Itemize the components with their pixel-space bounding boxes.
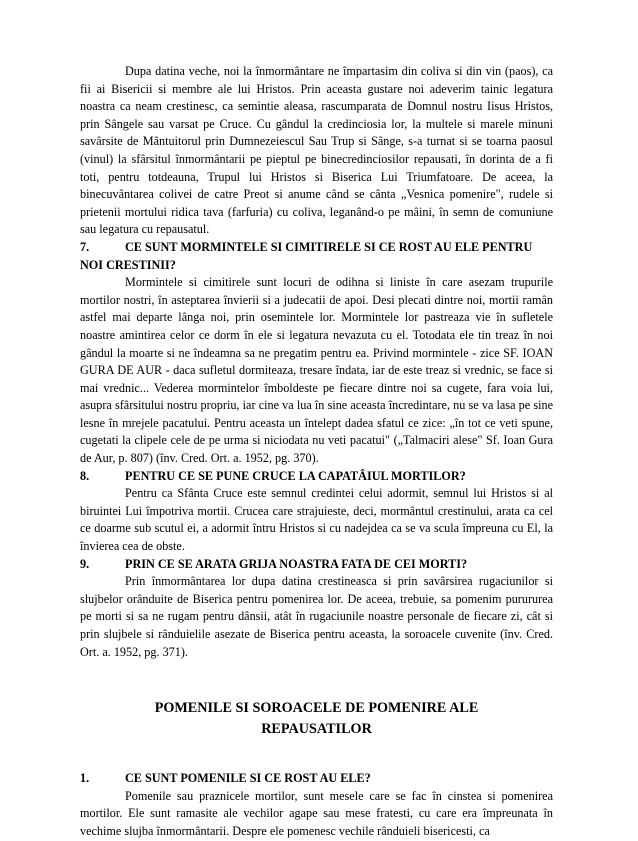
section-title: POMENILE SI SOROACELE DE POMENIRE ALE REPAUSATILOR bbox=[154, 700, 479, 738]
question-number: 9. bbox=[80, 556, 90, 571]
question-7-heading bbox=[80, 239, 553, 274]
paragraph-coliva: Dupa datina veche, noi la înmormântare ne împartasim din coliva si din vin (paos), ca fii ai Bisericii si membre ale lui Hristos. Prin aceasta gustare noi adeverim tainic legatura noastra ca neam crestinesc, ca semintie aleasa, rascumparata de Domnul nostru Iisus Hristos, prin Sângele sau varsat pe Cruce. Cu gândul la credinciosia lor, la multele si marele minuni savârsite de Mântuitorul prin Dumnezeiescul Sau Trup si Sânge, s-a turnat si se toarna paosul (vinul) la sfârsitul înmormântarii pe pieptul pe binecredinciosilor repausati, în dorinta de a fi toti, pentru totdeauna, Trupul lui Hristos si Biserica Lui Triumfatoare. De aceea, la binecuvântarea colivei de catre Preot si anume când se cânta „Vesnica pomenire", rudele si prietenii mortului ridica tava (farfuria) cu coliva, leganând-o pe mâini, în semn de comuniune sau legatura cu repausatul. bbox=[80, 64, 553, 237]
question-8-heading bbox=[80, 468, 553, 486]
question-text: PRIN CE SE ARATA GRIJA NOASTRA FATA DE CEI MORTI? bbox=[125, 556, 468, 571]
paragraph-grija: Prin înmormântarea lor dupa datina crestineasca si prin savârsirea rugaciunilor si slujbelor orânduite de Biserica pentru pomenirea lor. De aceea, trebuie, sa pomenim purururea pe morti si sa ne rugam pentru dânsii, atât în rugaciunile noastre personale de fiecare zi, cât si prin slujbele si rânduielile asezate de Biserica pentru aceasta, la soroacele cuvenite (înv. Cred. Ort. a. 1952, pg. 371). bbox=[80, 574, 553, 659]
paragraph-pomeni: Pomenile sau praznicele mortilor, sunt mesele care se fac în cinstea si pomenirea mortilor. Ele sunt ramasite ale vechilor agape sau mese fratesti, cu care era împreunata în vechime slujba înmormântarii. Despre ele pomenesc vechile rânduieli bisericesti, ca bbox=[80, 788, 553, 838]
question-number: 8. bbox=[80, 468, 90, 483]
question-text: PENTRU CE SE PUNE CRUCE LA CAPATÂIUL MORTILOR? bbox=[125, 468, 466, 483]
question-number: 7. bbox=[80, 239, 90, 254]
paragraph-morminte: Mormintele si cimitirele sunt locuri de odihna si liniste în care asezam trupurile mortilor nostri, în asteptarea învierii si a judecatii de apoi. Desi plecati dintre noi, mortii ramân astfel mai departe lânga noi, prin osemintele lor. Mormintele lor pastreaza vie în sufletele noastre amintirea celor ce dorm în ele si legatura nevazuta cu el. Totodata ele tin treaz în noi gândul la moarte si ne îndeamna sa ne pregatim pentru ea. Privind mormintele - zice SF. IOAN GURA DE AUR - daca sufletul dormiteaza, tresare îndata, iar de este treaz si vrednic, se face si mai vrednic... Vederea mormintelor îmboldeste pe fiecare dintre noi sa cugete, fara voia lui, asupra sfârsitului nostru propriu, iar cine va lua în sine aceasta încredintare, nu se va lasa pe sine lesne în mrejele pacatului. Pentru aceasta un întelept dadea sfatul ce zice: „în tot ce veti spune, cugetati la clipele cele de pe urma si niciodata nu veti pacatui" („Talmaciri alese" Sf. Ioan Gura de Aur, p. 807) (înv. Cred. Ort. a. 1952, pg. 370). bbox=[80, 275, 553, 466]
paragraph-cruce: Pentru ca Sfânta Cruce este semnul credintei celui adormit, semnul lui Hristos si al biruintei Lui împotriva mortii. Crucea care strajuieste, deci, mormântul crestinului, arata ca cel ce doarme sub scutul ei, a adormit întru Hristos si cu nadejdea ca se va scula împreuna cu El, la învierea cea de obste. bbox=[80, 486, 553, 554]
question-1-heading bbox=[80, 770, 553, 788]
question-9-heading bbox=[80, 556, 553, 574]
question-number: 1. bbox=[80, 771, 90, 786]
question-text: CE SUNT POMENILE SI CE ROST AU ELE? bbox=[125, 771, 371, 786]
question-text: CE SUNT MORMINTELE SI CIMITIRELE SI CE ROST AU ELE PENTRU NOI CRESTINII? bbox=[80, 239, 533, 272]
document-page bbox=[80, 63, 553, 841]
